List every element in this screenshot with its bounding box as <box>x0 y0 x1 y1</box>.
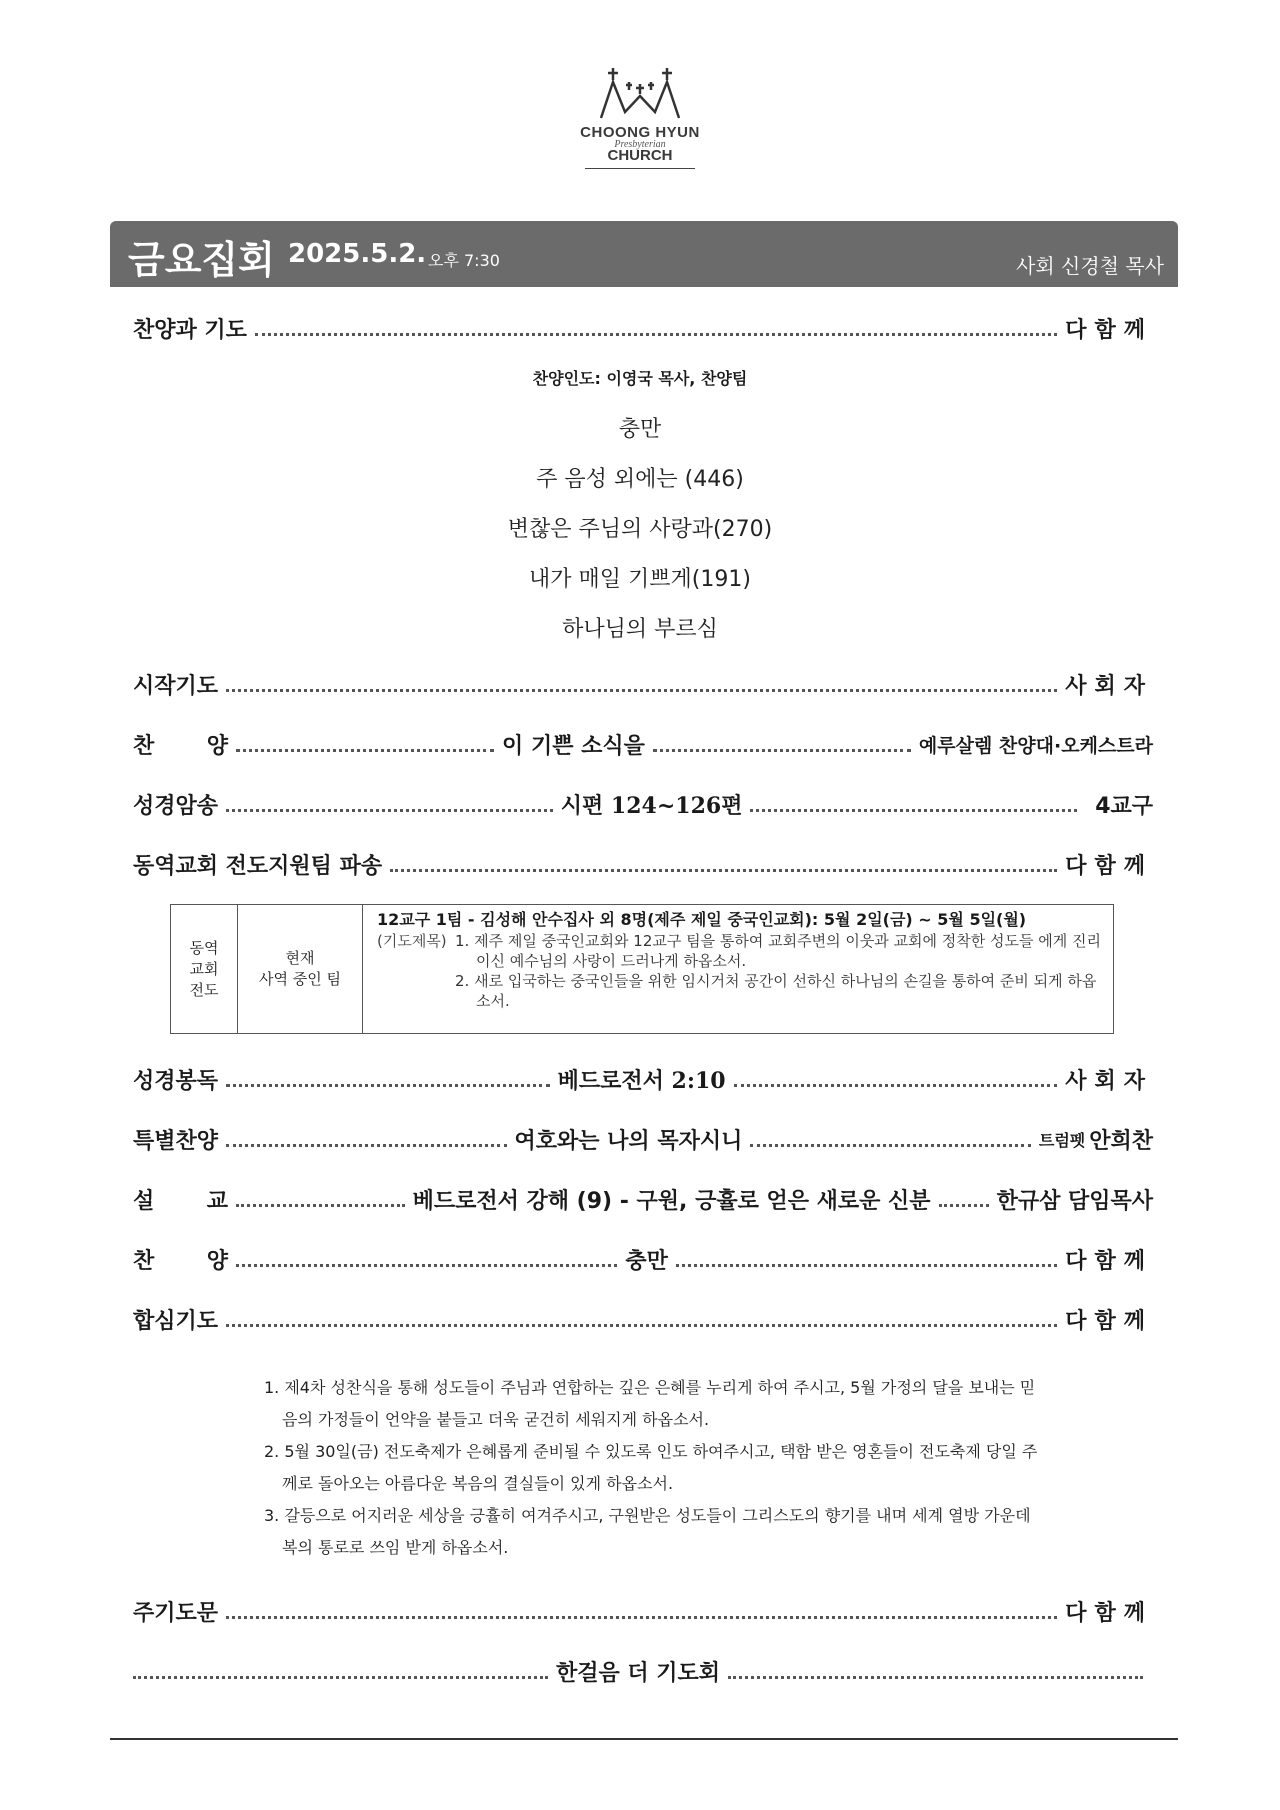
order-right: 한규삼 담임목사 <box>996 1188 1153 1214</box>
order-label: 특별찬양 <box>133 1128 219 1154</box>
service-date: 2025.5.2. <box>288 239 427 269</box>
service-time: 오후 7:30 <box>428 251 500 270</box>
order-label: 동역교회 전도지원팀 파송 <box>133 853 383 879</box>
order-row-unison-prayer <box>133 1302 1153 1336</box>
order-middle: 베드로전서 강해 (9) - 구원, 긍휼로 얻은 새로운 신분 <box>412 1188 931 1214</box>
dot-leader <box>226 687 1057 692</box>
service-leader: 사회 신경철 목사 <box>1016 254 1164 278</box>
order-right: 다함께 <box>1065 317 1153 343</box>
order-row-hymn <box>133 727 1153 761</box>
mission-prayer-item <box>377 931 1103 971</box>
mission-prayer-text: 1. 제주 제일 중국인교회와 12교구 팀을 통하여 교회주변의 이웃과 교회에 정착한 성도들 에게 진리이신 예수님의 사랑이 드러나게 하옵소서. <box>455 932 1102 970</box>
dot-leader <box>133 1674 548 1679</box>
order-row-opening-prayer <box>133 667 1153 701</box>
order-right: 예루살렘 찬양대·오케스트라 <box>918 734 1153 757</box>
order-middle: 충만 <box>625 1248 668 1274</box>
prayer-topic-tag: (기도제목) <box>377 932 447 950</box>
order-row-mission-dispatch <box>133 847 1153 881</box>
order-right: 안희찬 <box>1089 1128 1153 1154</box>
church-logo <box>560 64 720 182</box>
dot-leader <box>939 1202 989 1207</box>
order-right: 다함께 <box>1065 853 1153 879</box>
order-label <box>133 1244 228 1275</box>
mission-col2-line: 사역 중인 팀 <box>259 970 341 988</box>
order-label <box>133 729 228 760</box>
dot-leader <box>750 807 1077 812</box>
praise-leader-line: 찬양인도: 이영국 목사, 찬양팀 <box>532 369 748 388</box>
logo-line3: CHURCH <box>607 147 673 164</box>
closing-row <box>133 1654 1153 1688</box>
order-middle: 베드로전서 2:10 <box>557 1067 726 1094</box>
order-right-prefix: 트럼펫 <box>1038 1130 1086 1150</box>
dot-leader <box>236 1202 405 1207</box>
order-label-char: 설 <box>133 1188 155 1214</box>
mission-team-table <box>170 904 1114 1034</box>
order-label: 성경봉독 <box>133 1068 219 1094</box>
order-right: 4교구 <box>1095 793 1153 819</box>
order-row-praise-prayer <box>133 311 1153 345</box>
dot-leader <box>390 867 1057 872</box>
order-label-char: 양 <box>206 733 228 759</box>
dot-leader <box>728 1674 1143 1679</box>
prayer-item: 1. 제4차 성찬식을 통해 성도들이 주님과 연합하는 깊은 은혜를 누리게 하여 주시고, 5월 가정의 달을 보내는 믿음의 가정들이 언약을 붙들고 더욱 굳건히 세워지게 하옵소서. <box>264 1378 1036 1429</box>
order-label-char: 찬 <box>133 1248 155 1274</box>
bottom-rule <box>110 1738 1178 1740</box>
dot-leader <box>226 1614 1057 1619</box>
dot-leader <box>226 1142 507 1147</box>
order-middle: 시편 124~126편 <box>560 792 743 819</box>
dot-leader <box>255 331 1057 336</box>
order-label: 주기도문 <box>133 1600 219 1626</box>
mission-prayer-item: 2. 새로 입국하는 중국인들을 위한 임시거처 공간이 선하신 하나님의 손길을 통하여 준비 되게 하옵소서. <box>455 972 1097 1010</box>
order-row-sermon <box>133 1182 1153 1216</box>
prayer-list <box>264 1372 1044 1564</box>
mission-col1-line: 동역 <box>189 938 219 957</box>
dot-leader <box>750 1142 1031 1147</box>
prayer-item: 3. 갈등으로 어지러운 세상을 긍휼히 여겨주시고, 구원받은 성도들이 그리스도의 향기를 내며 세계 열방 가운데 복의 통로로 쓰임 받게 하옵소서. <box>264 1506 1031 1557</box>
mission-heading: 12교구 1팀 - 김성해 안수집사 외 8명(제주 제일 중국인교회): 5월 2일(금) ~ 5월 5일(월) <box>377 910 1027 929</box>
service-title: 금요집회 <box>128 238 275 282</box>
mission-col1-line: 교회 <box>189 959 219 978</box>
church-spires-icon <box>595 64 685 120</box>
dot-leader <box>653 747 911 752</box>
order-row-scripture-reading <box>133 1062 1153 1096</box>
order-row-scripture-recitation <box>133 787 1153 821</box>
order-right: 다함께 <box>1065 1308 1153 1334</box>
order-label-char: 교 <box>206 1188 228 1214</box>
order-row-lords-prayer <box>133 1594 1153 1628</box>
song-item: 주 음성 외에는 (446) <box>536 467 744 492</box>
order-row-closing-hymn <box>133 1242 1153 1276</box>
dot-leader <box>226 1322 1057 1327</box>
song-item: 충만 <box>618 417 662 442</box>
dot-leader <box>226 807 553 812</box>
order-right: 사회자 <box>1065 1068 1153 1094</box>
order-label: 찬양과 기도 <box>133 317 247 343</box>
dot-leader <box>236 747 494 752</box>
order-right: 사회자 <box>1065 673 1153 699</box>
closing-title: 한걸음 더 기도회 <box>555 1660 721 1686</box>
mission-prayer-topics <box>377 931 1103 1011</box>
mission-col2-line: 현재 <box>285 949 315 967</box>
prayer-item: 2. 5월 30일(금) 전도축제가 은혜롭게 준비될 수 있도록 인도 하여주시고, 택함 받은 영혼들이 전도축제 당일 주께로 돌아오는 아름다운 복음의 결실들이 있게 하옵소서. <box>264 1442 1038 1493</box>
order-right: 다함께 <box>1065 1248 1153 1274</box>
order-label: 성경암송 <box>133 793 219 819</box>
dot-leader <box>734 1082 1058 1087</box>
mission-details <box>363 905 1114 1034</box>
dot-leader <box>226 1082 550 1087</box>
song-item: 변찮은 주님의 사랑과(270) <box>507 517 773 542</box>
order-middle: 여호와는 나의 목자시니 <box>514 1128 743 1154</box>
order-label: 합심기도 <box>133 1308 219 1334</box>
order-label-char: 찬 <box>133 733 155 759</box>
mission-col1 <box>171 905 238 1034</box>
order-label <box>133 1184 228 1215</box>
mission-col1-line: 전도 <box>189 980 219 999</box>
order-label-char: 양 <box>206 1248 228 1274</box>
mission-col2 <box>238 905 363 1034</box>
song-item: 하나님의 부르심 <box>562 617 718 642</box>
order-label: 시작기도 <box>133 673 219 699</box>
order-row-special-music <box>133 1122 1153 1156</box>
logo-underline <box>585 168 695 169</box>
order-right: 다함께 <box>1065 1600 1153 1626</box>
dot-leader <box>236 1262 617 1267</box>
dot-leader <box>676 1262 1057 1267</box>
logo-line1: CHOONG HYUN <box>580 124 700 141</box>
order-middle: 이 기쁜 소식을 <box>502 733 645 759</box>
service-header <box>110 221 1178 287</box>
song-item: 내가 매일 기쁘게(191) <box>529 567 751 592</box>
logo-line2: Presbyterian <box>614 139 666 150</box>
